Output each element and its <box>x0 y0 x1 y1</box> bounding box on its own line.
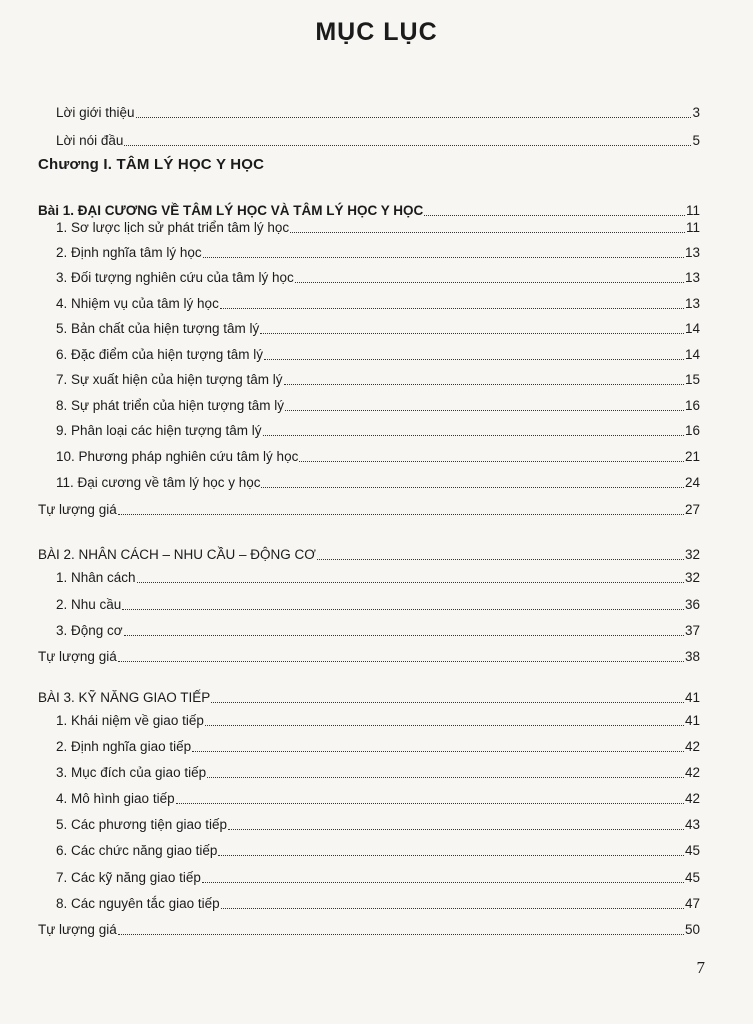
toc-entry <box>56 321 700 337</box>
toc-entry <box>56 817 700 833</box>
toc-dot-leader <box>205 724 684 726</box>
toc-entry-label: Tự lượng giá <box>38 649 117 664</box>
toc-dot-leader <box>211 701 684 703</box>
toc-entry <box>56 739 700 755</box>
toc-entry-label: 10. Phương pháp nghiên cứu tâm lý học <box>56 449 299 464</box>
toc-entry <box>56 870 700 886</box>
page-number: 7 <box>696 958 705 977</box>
toc-dot-leader <box>218 854 684 856</box>
toc-entry <box>56 347 700 363</box>
toc-entry <box>56 623 700 639</box>
toc-entry-page: 41 <box>684 690 700 705</box>
toc-entry-page: 32 <box>684 570 700 585</box>
toc-dot-leader <box>284 383 684 385</box>
toc-entry-label: BÀI 2. NHÂN CÁCH – NHU CẦU – ĐỘNG CƠ <box>38 547 316 562</box>
toc-dot-leader <box>118 660 684 662</box>
toc-entry <box>38 502 700 518</box>
toc-dot-leader <box>228 828 684 830</box>
toc-entry-page: 27 <box>684 502 700 517</box>
toc-entry-label: 11. Đại cương về tâm lý học y học <box>56 475 261 490</box>
toc-entry-page: 37 <box>684 623 700 638</box>
toc-entry <box>38 203 700 219</box>
toc-dot-leader <box>203 256 684 258</box>
toc-entry-label: 2. Nhu cầu <box>56 597 122 612</box>
toc-dot-leader <box>299 460 684 462</box>
toc-entry-label: 6. Các chức năng giao tiếp <box>56 843 218 858</box>
toc-entry-page: 36 <box>684 597 700 612</box>
toc-entry <box>56 713 700 729</box>
toc-entry <box>56 449 700 465</box>
toc-dot-leader <box>264 358 684 360</box>
toc-entry <box>56 372 700 388</box>
toc-entry-label: 7. Các kỹ năng giao tiếp <box>56 870 201 885</box>
toc-entry <box>56 791 700 807</box>
toc-entry-label: Lời giới thiệu <box>56 105 135 120</box>
toc-dot-leader <box>192 750 684 752</box>
toc-dot-leader <box>261 486 683 488</box>
toc-entry <box>56 765 700 781</box>
toc-dot-leader <box>202 881 684 883</box>
chapter-heading: Chương I. TÂM LÝ HỌC Y HỌC <box>38 156 265 173</box>
toc-entry-label: 7. Sự xuất hiện của hiện tượng tâm lý <box>56 372 283 387</box>
toc-entry-page: 38 <box>684 649 700 664</box>
toc-entry-page: 50 <box>684 922 700 937</box>
toc-dot-leader <box>176 802 684 804</box>
toc-entry-label: Tự lượng giá <box>38 502 117 517</box>
toc-dot-leader <box>137 581 684 583</box>
toc-entry-page: 15 <box>684 372 700 387</box>
toc-dot-leader <box>220 307 684 309</box>
toc-entry-label: 5. Bản chất của hiện tượng tâm lý <box>56 321 260 336</box>
toc-entry-label: Bài 1. ĐẠI CƯƠNG VỀ TÂM LÝ HỌC VÀ TÂM LÝ HỌC Y HỌC <box>38 203 424 218</box>
toc-entry-label: 8. Các nguyên tắc giao tiếp <box>56 896 220 911</box>
toc-dot-leader <box>118 933 684 935</box>
toc-entry-page: 13 <box>684 296 700 311</box>
toc-entry-label: 3. Đối tượng nghiên cứu của tâm lý học <box>56 270 294 285</box>
toc-entry-label: 3. Mục đích của giao tiếp <box>56 765 207 780</box>
toc-entry-page: 14 <box>684 347 700 362</box>
toc-entry <box>56 245 700 261</box>
toc-dot-leader <box>124 634 684 636</box>
toc-entry <box>56 296 700 312</box>
toc-entry-label: 9. Phân loại các hiện tượng tâm lý <box>56 423 262 438</box>
toc-entry-page: 13 <box>684 270 700 285</box>
toc-entry <box>56 105 700 121</box>
toc-dot-leader <box>263 434 684 436</box>
toc-entry-page: 32 <box>684 547 700 562</box>
toc-entry <box>56 133 700 149</box>
toc-entry <box>38 547 700 563</box>
toc-dot-leader <box>424 214 685 216</box>
toc-entry-label: 1. Khái niệm về giao tiếp <box>56 713 204 728</box>
toc-entry-page: 11 <box>685 203 700 218</box>
toc-entry-label: 1. Nhân cách <box>56 570 136 585</box>
toc-entry-page: 14 <box>684 321 700 336</box>
toc-entry <box>56 896 700 912</box>
toc-entry-page: 13 <box>684 245 700 260</box>
toc-entry-label: 6. Đặc điểm của hiện tượng tâm lý <box>56 347 263 362</box>
page-title: MỤC LỤC <box>315 18 438 46</box>
toc-entry-page: 16 <box>684 398 700 413</box>
toc-dot-leader <box>124 144 691 146</box>
toc-entry <box>38 649 700 665</box>
toc-dot-leader <box>290 231 685 233</box>
toc-entry <box>56 398 700 414</box>
toc-entry-page: 45 <box>684 870 700 885</box>
toc-entry-label: BÀI 3. KỸ NĂNG GIAO TIẾP <box>38 690 211 705</box>
toc-dot-leader <box>285 409 684 411</box>
toc-dot-leader <box>317 558 684 560</box>
toc-entry-page: 5 <box>692 133 700 148</box>
toc-entry <box>56 843 700 859</box>
toc-entry <box>38 690 700 706</box>
toc-dot-leader <box>221 907 684 909</box>
toc-entry-page: 41 <box>684 713 700 728</box>
toc-entry <box>56 597 700 613</box>
toc-entry-page: 21 <box>684 449 700 464</box>
toc-entry-page: 3 <box>692 105 700 120</box>
toc-entry <box>56 475 700 491</box>
toc-entry <box>56 423 700 439</box>
toc-entry <box>38 922 700 938</box>
toc-entry-page: 11 <box>685 220 700 235</box>
toc-entry-label: Lời nói đầu <box>56 133 124 148</box>
toc-entry-label: Tự lượng giá <box>38 922 117 937</box>
toc-dot-leader <box>260 332 684 334</box>
toc-entry-page: 24 <box>684 475 700 490</box>
toc-entry-page: 42 <box>684 765 700 780</box>
toc-entry-label: 5. Các phương tiện giao tiếp <box>56 817 227 832</box>
toc-entry-page: 43 <box>684 817 700 832</box>
toc-entry-label: 3. Động cơ <box>56 623 123 638</box>
toc-entry-page: 16 <box>684 423 700 438</box>
toc-entry-label: 1. Sơ lược lịch sử phát triển tâm lý học <box>56 220 290 235</box>
toc-dot-leader <box>207 776 684 778</box>
toc-dot-leader <box>136 116 692 118</box>
toc-entry-label: 2. Định nghĩa tâm lý học <box>56 245 202 260</box>
toc-entry-page: 45 <box>684 843 700 858</box>
toc-entry-label: 4. Mô hình giao tiếp <box>56 791 175 806</box>
toc-dot-leader <box>118 513 684 515</box>
toc-entry <box>56 570 700 586</box>
toc-entry-label: 4. Nhiệm vụ của tâm lý học <box>56 296 219 311</box>
toc-entry <box>56 220 700 236</box>
toc-entry-label: 8. Sự phát triển của hiện tượng tâm lý <box>56 398 285 413</box>
toc-entry-page: 47 <box>684 896 700 911</box>
toc-dot-leader <box>295 281 684 283</box>
toc-entry-label: 2. Định nghĩa giao tiếp <box>56 739 192 754</box>
toc-dot-leader <box>122 608 684 610</box>
toc-entry-page: 42 <box>684 791 700 806</box>
toc-entry-page: 42 <box>684 739 700 754</box>
toc-entry <box>56 270 700 286</box>
